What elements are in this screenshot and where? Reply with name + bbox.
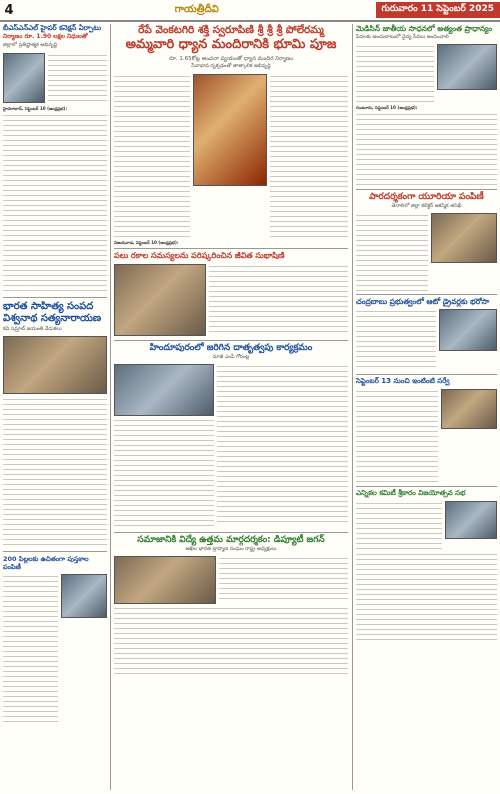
- issue-date: గురువారం 11 సెప్టెంబర్ 2025: [376, 2, 500, 18]
- article-text: [114, 74, 190, 239]
- headline: బీఎస్ఎన్ఎల్ హైపర్ కనెక్షన్ ఏర్పాటు: [3, 24, 102, 32]
- article-text: [356, 501, 442, 549]
- article-text: [356, 112, 497, 186]
- kicker: జిల్లాలో ప్రతిష్టాత్మక అభివృద్ధి: [3, 42, 58, 48]
- dateline: విజయవాడ, సెప్టెంబర్ 10 (ఆంధ్రప్రభ):: [114, 240, 179, 245]
- article-text: [217, 364, 348, 526]
- headline: పలు రకాల సమస్యలను పరిష్కరించిన జీవిత సుభాషిణి: [114, 251, 285, 261]
- left-column: [3, 24, 107, 790]
- page-header: [0, 0, 500, 22]
- headline: చంద్రబాబు ప్రభుత్వంలో ఆటో డ్రైవర్లకు భరోసా: [356, 297, 490, 307]
- news-photo: [114, 364, 214, 416]
- page-number: 4: [4, 2, 14, 18]
- news-photo: [439, 309, 497, 351]
- lead-subhead: రూ. 1.65కోట్ల అంచనా వ్యయంతో ధ్యాన మందిర నిర్మాణం: [168, 56, 294, 62]
- right-column: [356, 24, 497, 790]
- kicker: కవి సమ్రాట్ జయంతి వేడుకలు: [3, 326, 62, 333]
- article-text: [3, 397, 107, 547]
- kicker: మాజీ ఎంపీ గోరంట్ల: [212, 354, 250, 361]
- article-text: [356, 44, 434, 104]
- kicker: తెనాలిలో జిల్లా కలెక్టర్ ఆకస్మిక తనిఖీ: [391, 203, 462, 210]
- article-text: [114, 606, 348, 676]
- article-text: [356, 213, 428, 291]
- news-photo: [441, 389, 497, 429]
- news-photo: [114, 556, 216, 604]
- center-column: [114, 24, 348, 790]
- headline: సెప్టెంబర్ 13 నుంచి ఇంటింటి సర్వే: [356, 377, 450, 386]
- article-text: [270, 74, 348, 239]
- headline: పారదర్శకంగా యూరియా పంపిణీ: [369, 192, 484, 203]
- article-text: [356, 552, 497, 642]
- article-text: [3, 113, 107, 293]
- news-photo: [431, 213, 497, 263]
- masthead: గాయత్రీదీవి: [174, 4, 219, 15]
- subhead: నిర్మాణం రూ. 1.90 లక్షల నిధులతో: [3, 33, 88, 40]
- article-text: [356, 309, 436, 371]
- news-photo: [445, 501, 497, 539]
- article-text: [114, 418, 214, 528]
- kicker: అఖిల భారత బ్రాహ్మణ సంఘం రాష్ట్ర అధ్యక్షులు: [185, 546, 277, 553]
- headline: 200 పిల్లలకు ఉచితంగా పుస్తకాల పంపిణీ: [3, 555, 89, 572]
- deity-photo: [193, 74, 267, 186]
- headline: భారత సాహిత్య సంపద విశ్వనాథ సత్యనారాయణ: [3, 301, 102, 325]
- lead-headline: రేపే వెంకటగిరి శక్తి స్వరూపిణి శ్రీ శ్రీ శ్రీ పోలేరమ్మ: [138, 24, 324, 36]
- headline: మెడిసిన్ జాతీయ సాధనలో అత్యంత ప్రాధాన్యం: [356, 24, 493, 33]
- subhead: పేదలకు అందుబాటులో వైద్య సేవలు అందించాలి: [356, 34, 449, 40]
- dateline: గుంటూరు, సెప్టెంబర్ 10 (ఆంధ్రప్రభ):: [356, 105, 418, 110]
- article-text: [209, 264, 348, 334]
- article-text: [48, 53, 107, 101]
- lead-kicker: సేవాభావ దృక్పథంతో తాత్కాలిక అభివృద్ధి: [191, 63, 271, 69]
- article-text: [356, 389, 438, 483]
- article-text: [3, 574, 58, 724]
- news-photo: [437, 44, 497, 90]
- headline: హిందూపురంలో జరిగిన దాతృత్వపు కార్యక్రమం: [149, 343, 313, 354]
- headline: సమాజానికి విద్యే ఉత్తమ మార్గదర్శకం: డిప్యూటీ జగన్: [137, 535, 325, 546]
- news-photo: [61, 574, 107, 618]
- lead-headline: అమ్మవారి ధ్యాన మందిరానికి భూమి పూజ: [125, 37, 337, 52]
- dateline: హైదరాబాద్, సెప్టెంబర్ 10 (ఆంధ్రప్రభ):: [3, 106, 68, 111]
- news-photo: [3, 53, 45, 103]
- news-photo: [3, 336, 107, 394]
- headline: ఎన్నికల కమిటీ శ్రీకారం విజయోత్సవ సభ: [356, 489, 466, 498]
- news-photo: [114, 264, 206, 336]
- article-text: [219, 556, 348, 602]
